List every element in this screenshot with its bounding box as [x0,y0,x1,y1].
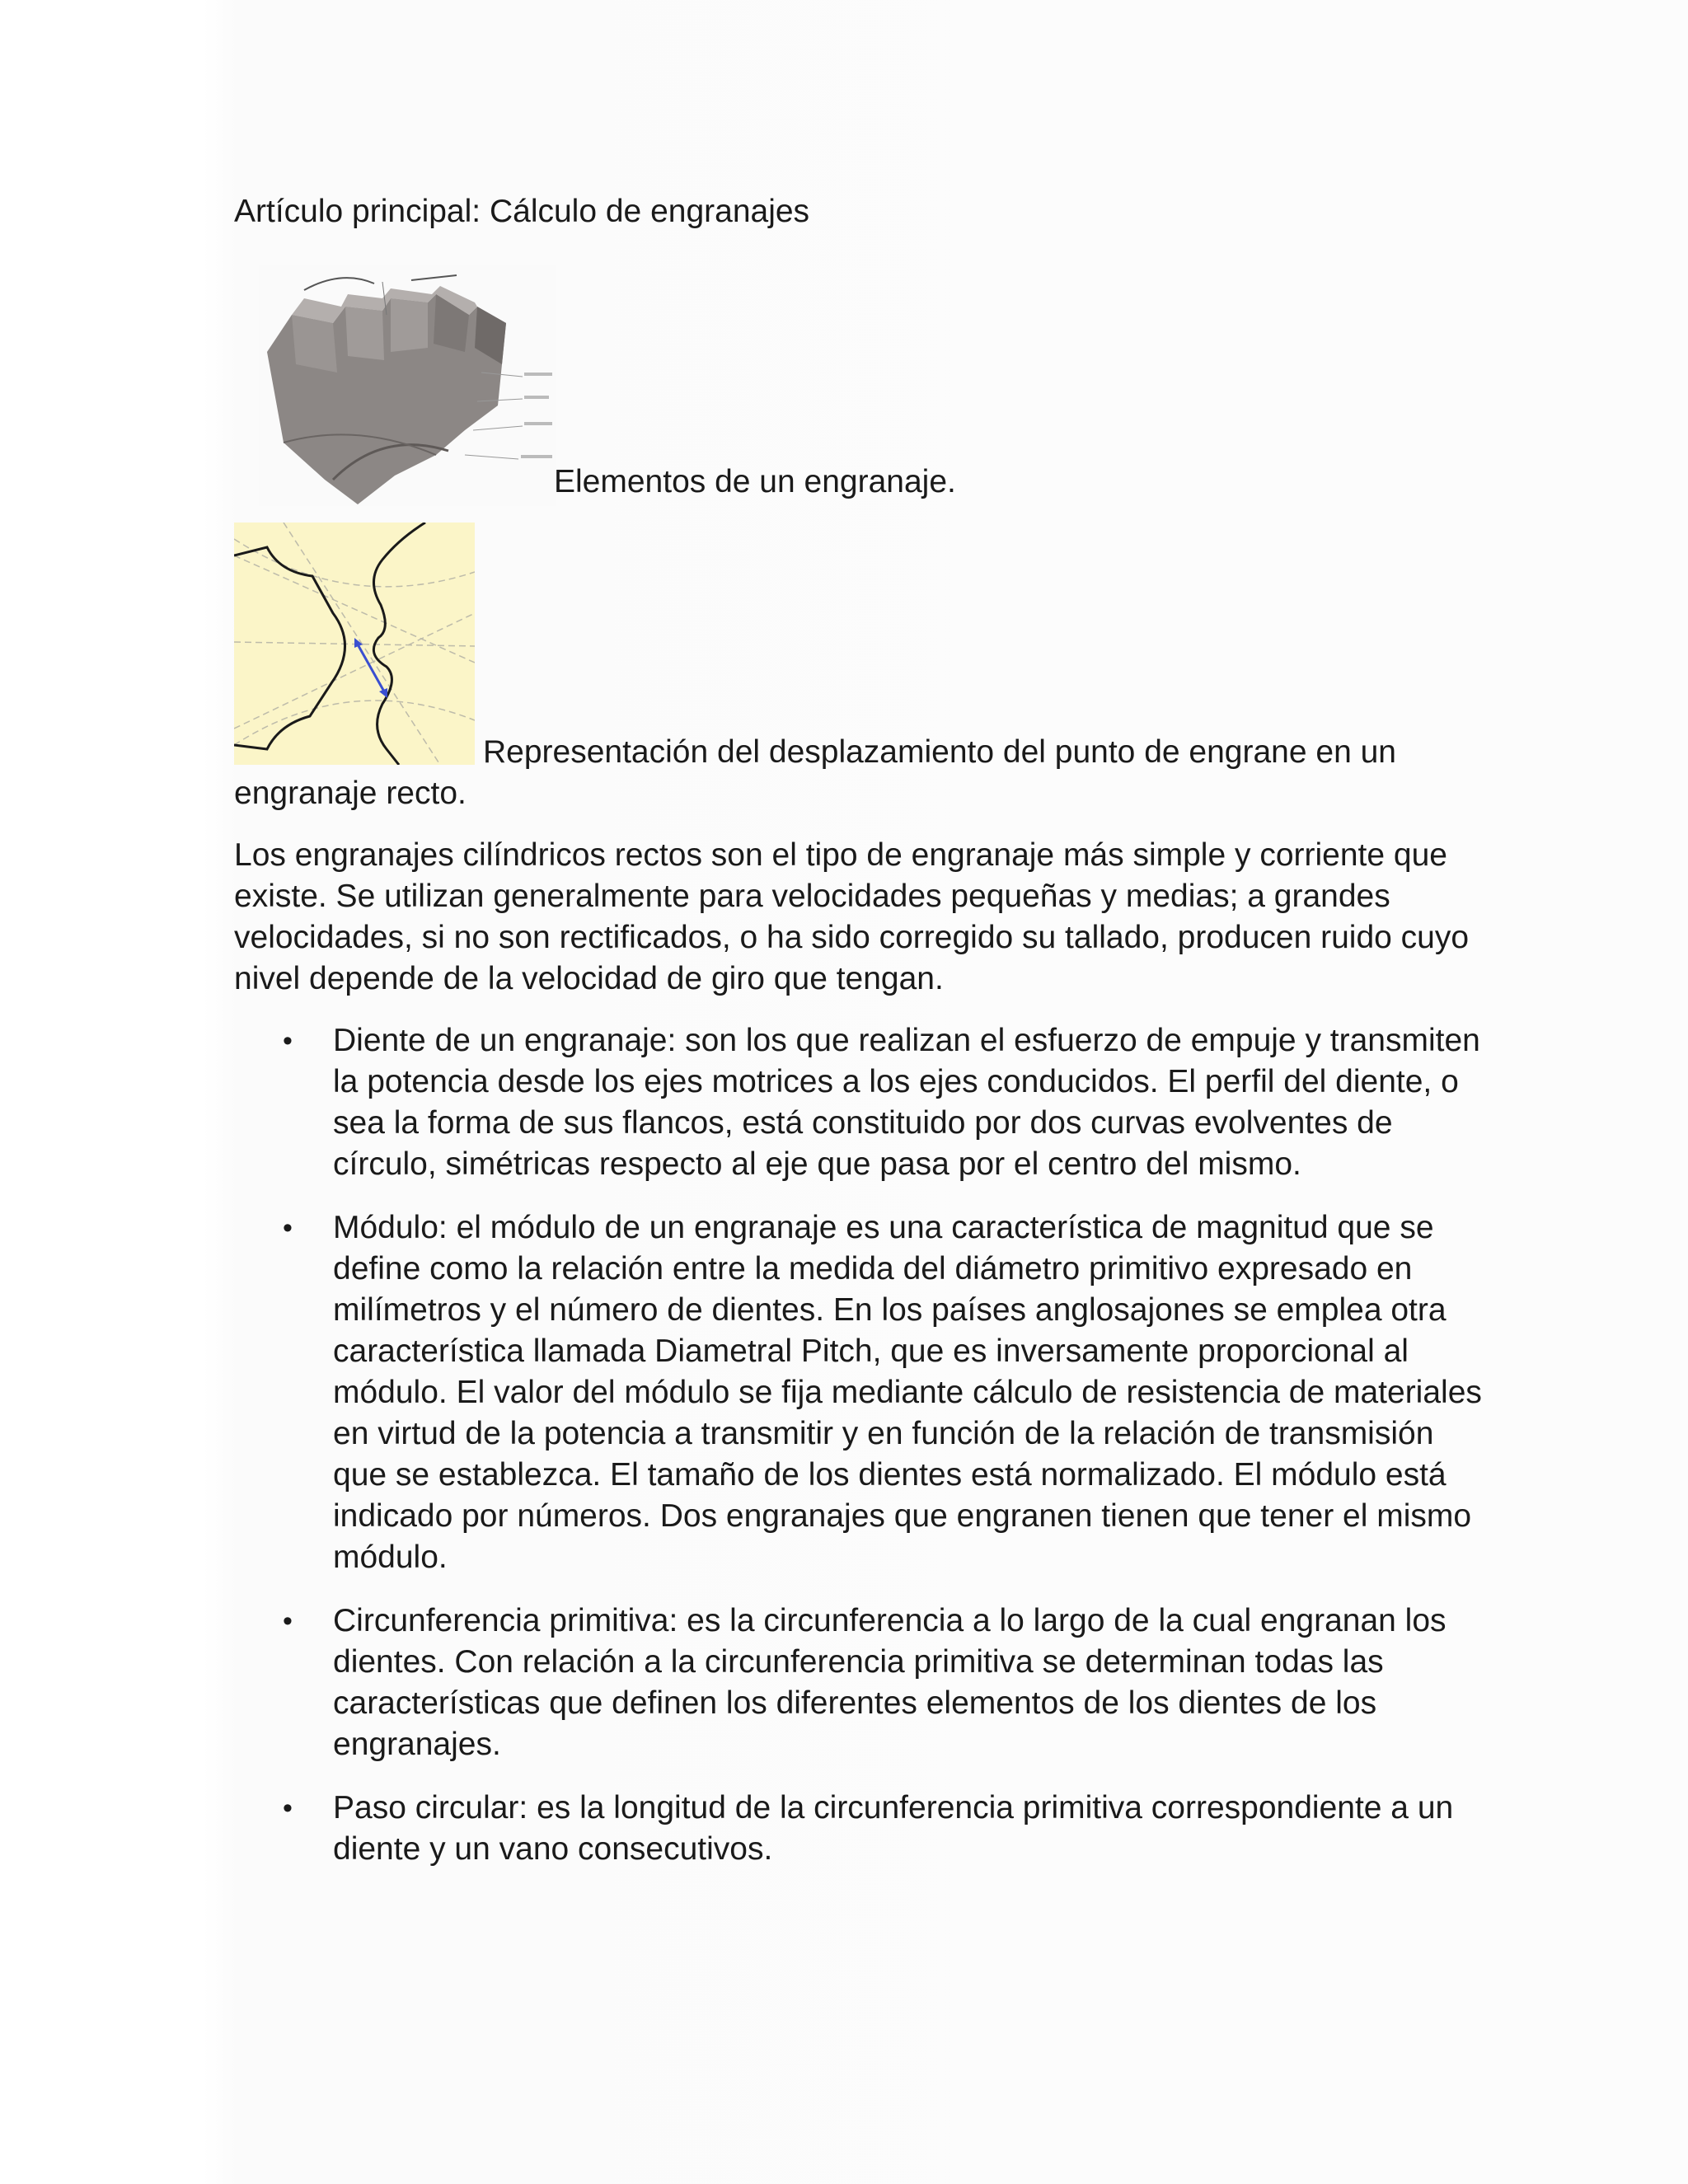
list-item-text: Diente de un engranaje: son los que realizan el esfuerzo de empuje y transmiten la potencia desde los ejes motrices a los ejes conducidos. El perfil del diente, o sea la forma de sus flancos, está constituido por dos curvas evolventes de círculo, simétricas respecto al eje que pasa por el centro del mismo. [333,1023,1480,1182]
figure-1-caption: Elementos de un engranaje. [554,464,956,499]
bullet-icon: • [283,1605,293,1637]
list-item-text: Módulo: el módulo de un engranaje es una característica de magnitud que se define como la relación entre la medida del diámetro primitivo expresado en milímetros y el número de dientes. En los países anglosajones se emplea otra característica llamada Diametral Pitch, que es inversamente proporcional al módulo. El valor del módulo se fija mediante cálculo de resistencia de materiales en virtud de la potencia a transmitir y en función de la relación de transmisión que se establezca. El tamaño de los dientes está normalizado. El módulo está indicado por números. Dos engranajes que engranen tienen que tener el mismo módulo. [333,1210,1482,1575]
intro-paragraph: Los engranajes cilíndricos rectos son el tipo de engranaje más simple y corriente que existe. Se utilizan generalmente para velocidades pequeñas y medias; a grandes velocidades, si no son rectificados, o ha sido corregido su tallado, producen ruido cuyo nivel depende de la velocidad de giro que tengan. [234,837,1470,996]
list-item-text: Paso circular: es la longitud de la circunferencia primitiva correspondiente a un diente y un vano consecutivos. [333,1790,1454,1867]
bullet-icon: • [283,1793,293,1824]
list-item [234,1020,1487,1185]
list-item [234,1601,1487,1765]
bullet-icon: • [283,1212,293,1244]
bullet-icon: • [283,1025,293,1057]
list-item [234,1788,1487,1870]
list-item [234,1207,1487,1578]
definitions-list [234,1020,1487,1892]
gear-elements-figure [259,265,556,506]
gear-mesh-figure [234,523,475,765]
figure-2-caption: Representación del desplazamiento del punto de engrane en un engranaje recto. [234,734,1396,811]
main-article-heading: Artículo principal: Cálculo de engranajes [234,194,810,229]
list-item-text: Circunferencia primitiva: es la circunferencia a lo largo de la cual engranan los dientes. Con relación a la circunferencia primitiva se determinan todas las características que definen los diferentes elementos de los dientes de los engranajes. [333,1603,1447,1762]
